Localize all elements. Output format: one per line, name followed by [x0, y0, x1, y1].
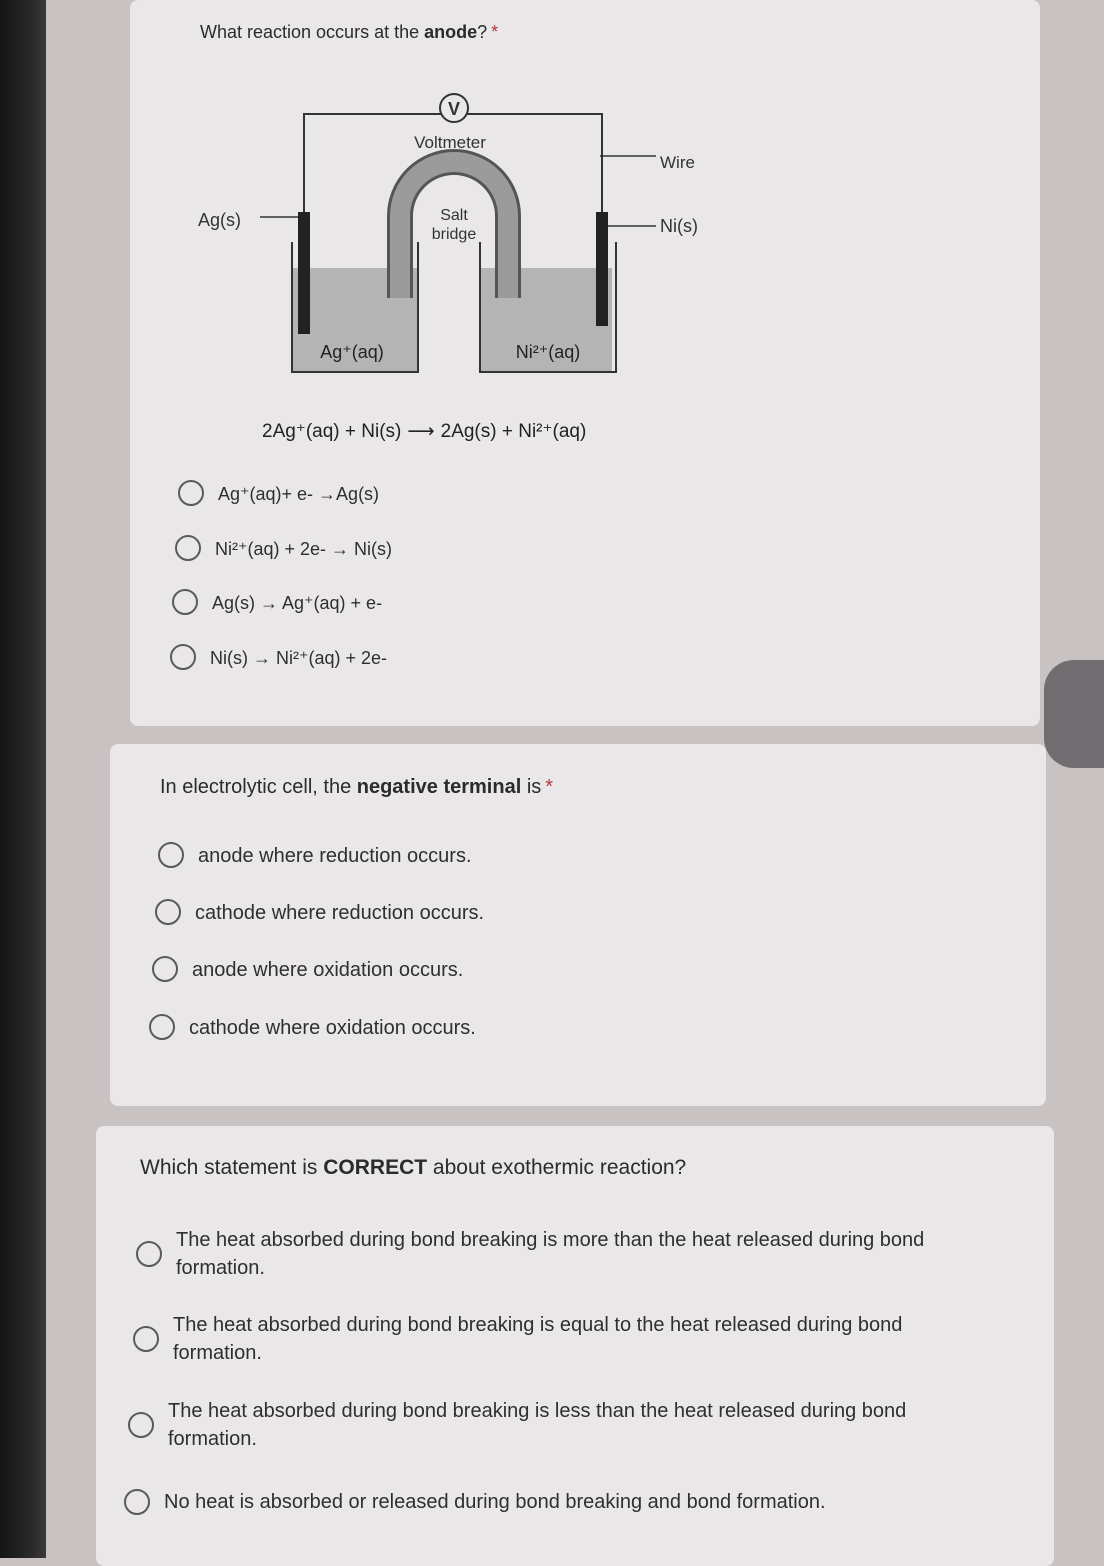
option-label: cathode where reduction occurs. — [195, 902, 485, 924]
electrochemical-cell-diagram — [180, 86, 740, 386]
option-label: Ag⁺(aq)+ e- →Ag(s) — [218, 484, 380, 504]
q2-option-2[interactable] — [155, 899, 484, 927]
radio-button[interactable] — [170, 644, 196, 670]
voltmeter-symbol: V — [447, 99, 461, 119]
q2-option-3[interactable] — [152, 956, 463, 984]
option-label: The heat absorbed during bond breaking is equal to the heat released during bond formation. — [173, 1314, 903, 1364]
radio-button[interactable] — [175, 535, 201, 561]
radio-button[interactable] — [124, 1489, 150, 1515]
option-label: cathode where oxidation occurs. — [189, 1017, 476, 1039]
question-3-suffix: about exothermic reaction? — [427, 1156, 687, 1179]
q2-option-4[interactable] — [149, 1014, 476, 1042]
q3-option-2[interactable] — [133, 1311, 993, 1367]
radio-button[interactable] — [136, 1241, 162, 1267]
overall-reaction-equation — [262, 420, 586, 443]
question-1-text: What reaction occurs at the — [200, 22, 425, 42]
equation-reactants: 2Ag⁺(aq) + Ni(s) — [262, 421, 402, 442]
voltmeter-label: Voltmeter — [414, 133, 486, 152]
radio-button[interactable] — [152, 956, 178, 982]
option-label: No heat is absorbed or released during bond breaking and bond formation. — [164, 1491, 826, 1513]
radio-button[interactable] — [158, 842, 184, 868]
left-solution-label: Ag⁺(aq) — [320, 342, 384, 362]
device-bezel — [0, 0, 46, 1558]
q3-option-1[interactable] — [136, 1226, 1006, 1282]
silver-electrode — [298, 212, 310, 334]
reaction-arrow-icon: ⟶ — [407, 421, 435, 442]
side-scroll-handle[interactable] — [1044, 660, 1104, 768]
q3-option-3[interactable] — [128, 1397, 998, 1453]
question-2-bold: negative terminal — [356, 776, 522, 798]
option-label: The heat absorbed during bond breaking is more than the heat released during bond formation. — [176, 1229, 925, 1279]
salt-bridge-label-2: bridge — [431, 226, 477, 243]
question-3-title — [140, 1156, 686, 1180]
left-electrode-label: Ag(s) — [198, 210, 242, 230]
q1-option-3[interactable] — [172, 589, 382, 617]
option-label: Ag(s) → Ag⁺(aq) + e- — [212, 593, 383, 613]
q2-option-1[interactable] — [158, 842, 472, 870]
radio-button[interactable] — [155, 899, 181, 925]
q1-option-4[interactable] — [170, 644, 387, 672]
equation-products: 2Ag(s) + Ni²⁺(aq) — [440, 421, 587, 442]
required-mark: * — [491, 22, 499, 42]
question-1-bold: anode — [424, 22, 478, 42]
q3-option-4[interactable] — [124, 1488, 1004, 1516]
option-label: Ni²⁺(aq) + 2e- → Ni(s) — [215, 539, 393, 559]
right-electrode-label: Ni(s) — [660, 216, 698, 236]
q1-option-2[interactable] — [175, 535, 392, 563]
q1-option-1[interactable] — [178, 480, 379, 508]
option-label: anode where oxidation occurs. — [192, 959, 464, 981]
option-label: anode where reduction occurs. — [198, 845, 472, 867]
wire-label: Wire — [660, 153, 695, 172]
question-1-suffix: ? — [477, 22, 488, 42]
radio-button[interactable] — [178, 480, 204, 506]
question-2-title — [160, 776, 553, 799]
question-1-title — [200, 22, 498, 43]
option-label: The heat absorbed during bond breaking is less than the heat released during bond formation. — [168, 1400, 907, 1450]
question-2-text: In electrolytic cell, the — [160, 776, 357, 798]
radio-button[interactable] — [128, 1412, 154, 1438]
radio-button[interactable] — [149, 1014, 175, 1040]
question-2-suffix: is — [521, 776, 542, 798]
question-3-text: Which statement is — [140, 1156, 324, 1179]
question-3-bold: CORRECT — [323, 1156, 428, 1179]
required-mark: * — [545, 776, 554, 798]
radio-button[interactable] — [172, 589, 198, 615]
salt-bridge-label-1: Salt — [440, 207, 468, 224]
nickel-electrode — [596, 212, 608, 326]
radio-button[interactable] — [133, 1326, 159, 1352]
right-solution-label: Ni²⁺(aq) — [515, 342, 581, 362]
option-label: Ni(s) → Ni²⁺(aq) + 2e- — [210, 648, 388, 668]
